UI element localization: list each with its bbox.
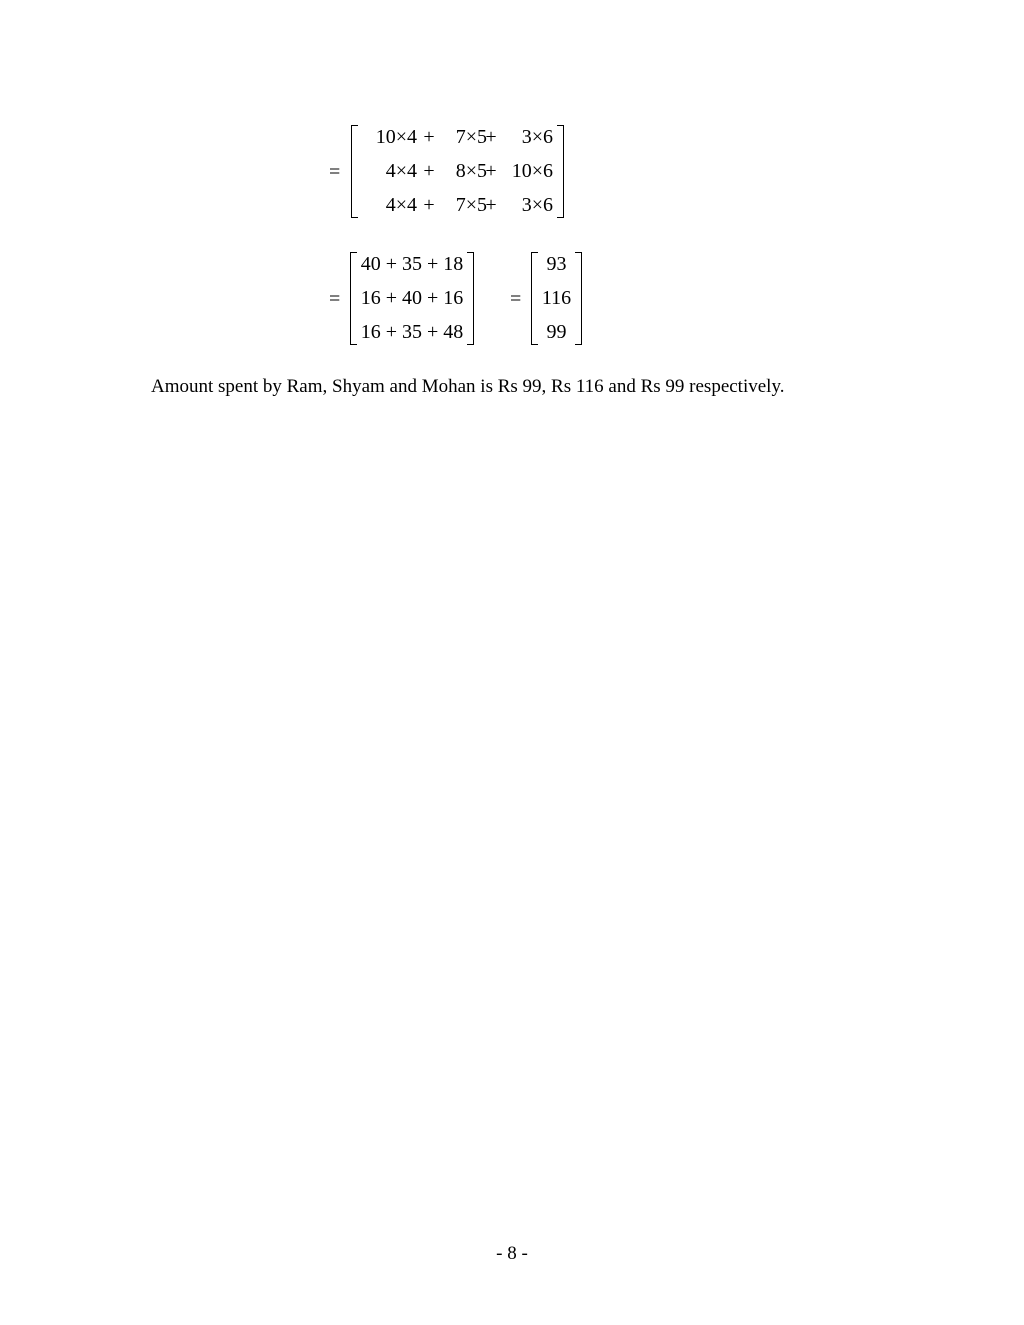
matrix-cell: 3×6 <box>521 194 553 216</box>
equals-sign-1: = <box>329 161 341 183</box>
matrix-result <box>531 252 582 345</box>
matrix-cell: + <box>423 126 435 148</box>
matrix-row: 93 <box>546 253 567 275</box>
matrix-cell: + <box>485 126 497 148</box>
matrix-row: 99 <box>546 321 567 343</box>
equals-sign-2: = <box>329 288 341 310</box>
matrix-row <box>351 193 564 217</box>
equals-sign-3: = <box>510 288 522 310</box>
matrix-cell: 7×5 <box>455 194 487 216</box>
matrix-cell: + <box>485 160 497 182</box>
matrix-cell: 8×5 <box>455 160 487 182</box>
matrix-row: 16 + 35 + 48 <box>360 321 464 343</box>
matrix-row <box>351 159 564 183</box>
matrix-cell: 4×4 <box>385 194 417 216</box>
matrix-cell: 3×6 <box>521 126 553 148</box>
matrix-cell: + <box>423 160 435 182</box>
matrix-row: 16 + 40 + 16 <box>360 287 464 309</box>
matrix-cell: 7×5 <box>455 126 487 148</box>
matrix-row: 116 <box>541 287 572 309</box>
matrix-row: 40 + 35 + 18 <box>360 253 464 275</box>
matrix-step-2 <box>350 252 474 345</box>
conclusion-text: Amount spent by Ram, Shyam and Mohan is Rs 99, Rs 116 and Rs 99 respectively. <box>151 376 785 397</box>
matrix-step-1 <box>351 125 564 218</box>
matrix-cell: + <box>485 194 497 216</box>
matrix-row <box>351 125 564 149</box>
matrix-cell: 10×6 <box>511 160 553 182</box>
page-number: - 8 - <box>496 1243 528 1264</box>
matrix-cell: 10×4 <box>375 126 417 148</box>
matrix-cell: 4×4 <box>385 160 417 182</box>
matrix-cell: + <box>423 194 435 216</box>
